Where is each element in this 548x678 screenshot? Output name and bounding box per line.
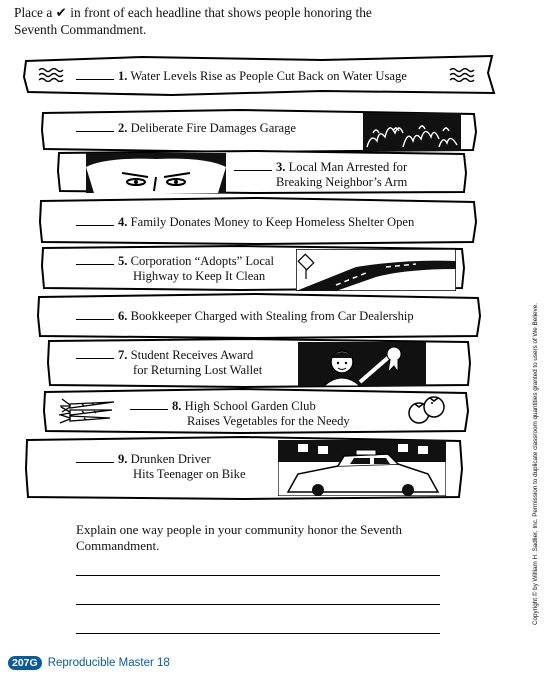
fire-illustration <box>363 113 461 151</box>
copyright-text: Copyright © by William H. Sadlier, Inc. Permission to duplicate classroom quantities granted to users of We Believe. <box>532 303 539 625</box>
headline-6 <box>76 309 414 324</box>
student-award-illustration <box>298 342 426 386</box>
headline-text: Student Receives Award <box>130 348 254 362</box>
headline-number: 8. <box>172 399 182 413</box>
copyright-notice <box>532 303 546 625</box>
answer-blank-4[interactable] <box>76 215 114 226</box>
answer-blank-6[interactable] <box>76 309 114 320</box>
instructions-line2: Seventh Commandment. <box>14 22 147 37</box>
answer-blank-2[interactable] <box>76 121 114 132</box>
headline-number: 5. <box>118 254 128 268</box>
headline-text: Corporation “Adopts” Local <box>130 254 274 268</box>
headline-1 <box>76 69 407 84</box>
answer-blank-7[interactable] <box>76 348 114 359</box>
headline-text-line2: Highway to Keep It Clean <box>133 269 266 283</box>
prompt-line2: Commandment. <box>76 538 160 553</box>
carrots-icon <box>56 396 116 424</box>
headline-text: High School Garden Club <box>184 399 316 413</box>
checkmark-icon: ✔ <box>55 6 67 21</box>
headline-text: Bookkeeper Charged with Stealing from Car Dealership <box>130 309 414 323</box>
headline-5 <box>76 254 274 284</box>
instructions-text-start: Place a <box>14 5 53 20</box>
footer-label: Reproducible Master 18 <box>47 657 170 669</box>
headline-2 <box>76 121 296 136</box>
answer-blank-8[interactable] <box>130 399 168 410</box>
headline-number: 7. <box>118 348 128 362</box>
headline-text-line2: for Returning Lost Wallet <box>133 363 263 377</box>
page-footer <box>8 656 170 670</box>
waves-icon-right <box>449 66 479 82</box>
headline-number: 1. <box>118 69 128 83</box>
headline-7 <box>76 348 262 378</box>
headline-number: 9. <box>118 452 128 466</box>
headline-text: Local Man Arrested for <box>288 160 408 174</box>
headline-8 <box>130 399 350 429</box>
highway-illustration <box>296 249 456 291</box>
waves-icon-left <box>38 66 68 82</box>
page-badge: 207G <box>8 656 42 670</box>
writing-prompt <box>76 522 476 554</box>
answer-line-2[interactable] <box>76 604 440 605</box>
answer-blank-3[interactable] <box>234 160 272 171</box>
answer-line-3[interactable] <box>76 633 440 634</box>
answer-blank-9[interactable] <box>76 452 114 463</box>
headline-text-line2: Breaking Neighbor’s Arm <box>276 175 408 189</box>
tomatoes-icon <box>406 393 446 427</box>
answer-blank-5[interactable] <box>76 254 114 265</box>
headline-number: 6. <box>118 309 128 323</box>
headline-4 <box>76 215 414 230</box>
answer-blank-1[interactable] <box>76 69 114 80</box>
headline-text: Drunken Driver <box>130 452 211 466</box>
instructions-text-end: in front of each headline that shows people honoring the <box>70 5 372 20</box>
headline-text: Water Levels Rise as People Cut Back on Water Usage <box>130 69 407 83</box>
headline-9 <box>76 452 246 482</box>
prompt-line1: Explain one way people in your community honor the Seventh <box>76 522 403 537</box>
headline-text-line2: Raises Vegetables for the Needy <box>187 414 350 428</box>
headline-text-line2: Hits Teenager on Bike <box>133 467 246 481</box>
headline-text: Family Donates Money to Keep Homeless Shelter Open <box>130 215 415 229</box>
headline-number: 2. <box>118 121 128 135</box>
answer-line-1[interactable] <box>76 575 440 576</box>
instructions <box>14 5 434 38</box>
headline-number: 4. <box>118 215 128 229</box>
angry-man-illustration <box>86 153 226 193</box>
headline-text: Deliberate Fire Damages Garage <box>130 121 296 135</box>
headline-3 <box>234 160 407 190</box>
police-car-illustration <box>278 440 446 496</box>
headline-number: 3. <box>276 160 286 174</box>
